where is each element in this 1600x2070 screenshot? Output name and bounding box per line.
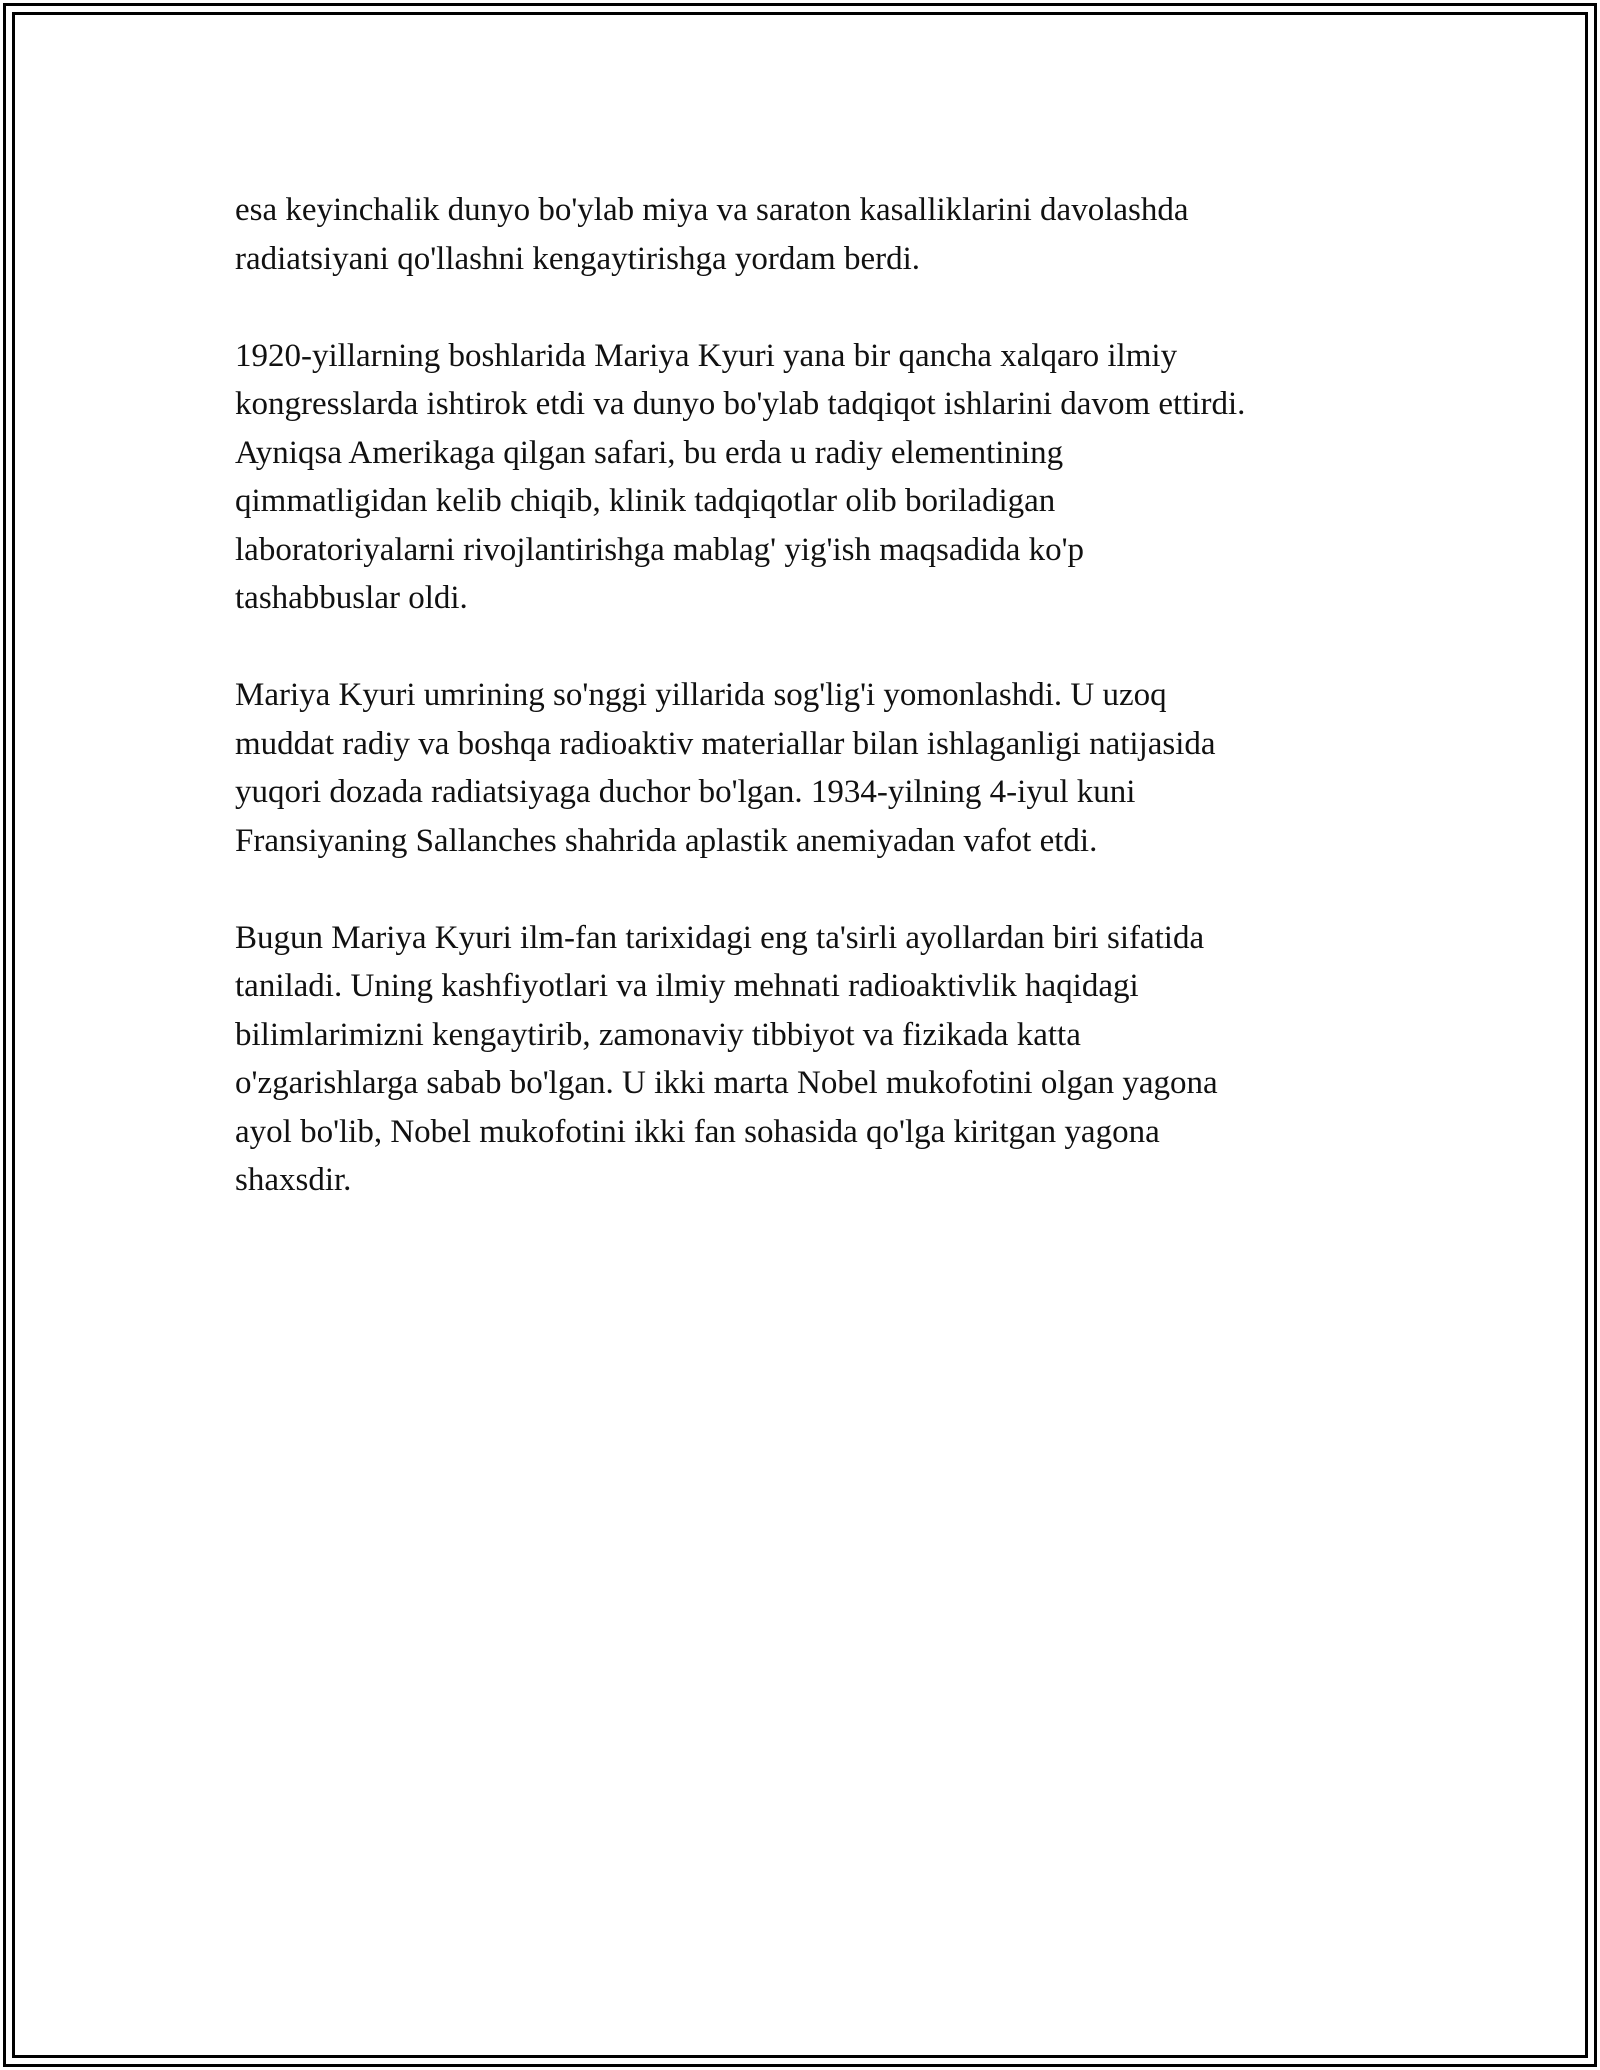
paragraph-3	[235, 671, 1385, 865]
text-line: muddat radiy va boshqa radioaktiv materiallar bilan ishlaganligi natijasida	[235, 725, 1216, 762]
text-line: kongresslarda ishtirok etdi va dunyo bo'ylab tadqiqot ishlarini davom ettirdi.	[235, 386, 1246, 422]
text-line: Mariya Kyuri umrining so'nggi yillarida sog'lig'i yomonlashdi. U uzoq	[235, 677, 1167, 713]
text-line: Bugun Mariya Kyuri ilm-fan tarixidagi eng ta'sirli ayollardan biri sifatida	[235, 919, 1205, 956]
text-line: taniladi. Uning kashfiyotlari va ilmiy mehnati radioaktivlik haqidagi	[235, 968, 1139, 1004]
document-body	[235, 186, 1385, 1253]
text-line: esa keyinchalik dunyo bo'ylab miya va saraton kasalliklarini davolashda	[235, 192, 1189, 228]
text-line: ayol bo'lib, Nobel mukofotini ikki fan sohasida qo'lga kiritgan yagona	[235, 1113, 1160, 1150]
paragraph-2	[235, 332, 1385, 623]
text-line: bilimlarimizni kengaytirib, zamonaviy tibbiyot va fizikada katta	[235, 1016, 1081, 1053]
text-line: tashabbuslar oldi.	[235, 580, 468, 616]
text-line: Fransiyaning Sallanches shahrida aplastik anemiyadan vafot etdi.	[235, 822, 1098, 859]
paragraph-4	[235, 914, 1385, 1205]
text-line: shaxsdir.	[235, 1162, 352, 1198]
text-line: Ayniqsa Amerikaga qilgan safari, bu erda u radiy elementining	[235, 434, 1064, 471]
text-line: laboratoriyalarni rivojlantirishga mablag' yig'ish maqsadida ko'p	[235, 531, 1085, 568]
text-line: radiatsiyani qo'llashni kengaytirishga yordam berdi.	[235, 240, 921, 277]
text-line: yuqori dozada radiatsiyaga duchor bo'lgan. 1934-yilning 4-iyul kuni	[235, 774, 1136, 810]
text-line: qimmatligidan kelib chiqib, klinik tadqiqotlar olib boriladigan	[235, 483, 1056, 519]
text-line: o'zgarishlarga sabab bo'lgan. U ikki marta Nobel mukofotini olgan yagona	[235, 1065, 1218, 1101]
text-line: 1920-yillarning boshlarida Mariya Kyuri yana bir qancha xalqaro ilmiy	[235, 337, 1178, 374]
paragraph-1	[235, 186, 1385, 283]
